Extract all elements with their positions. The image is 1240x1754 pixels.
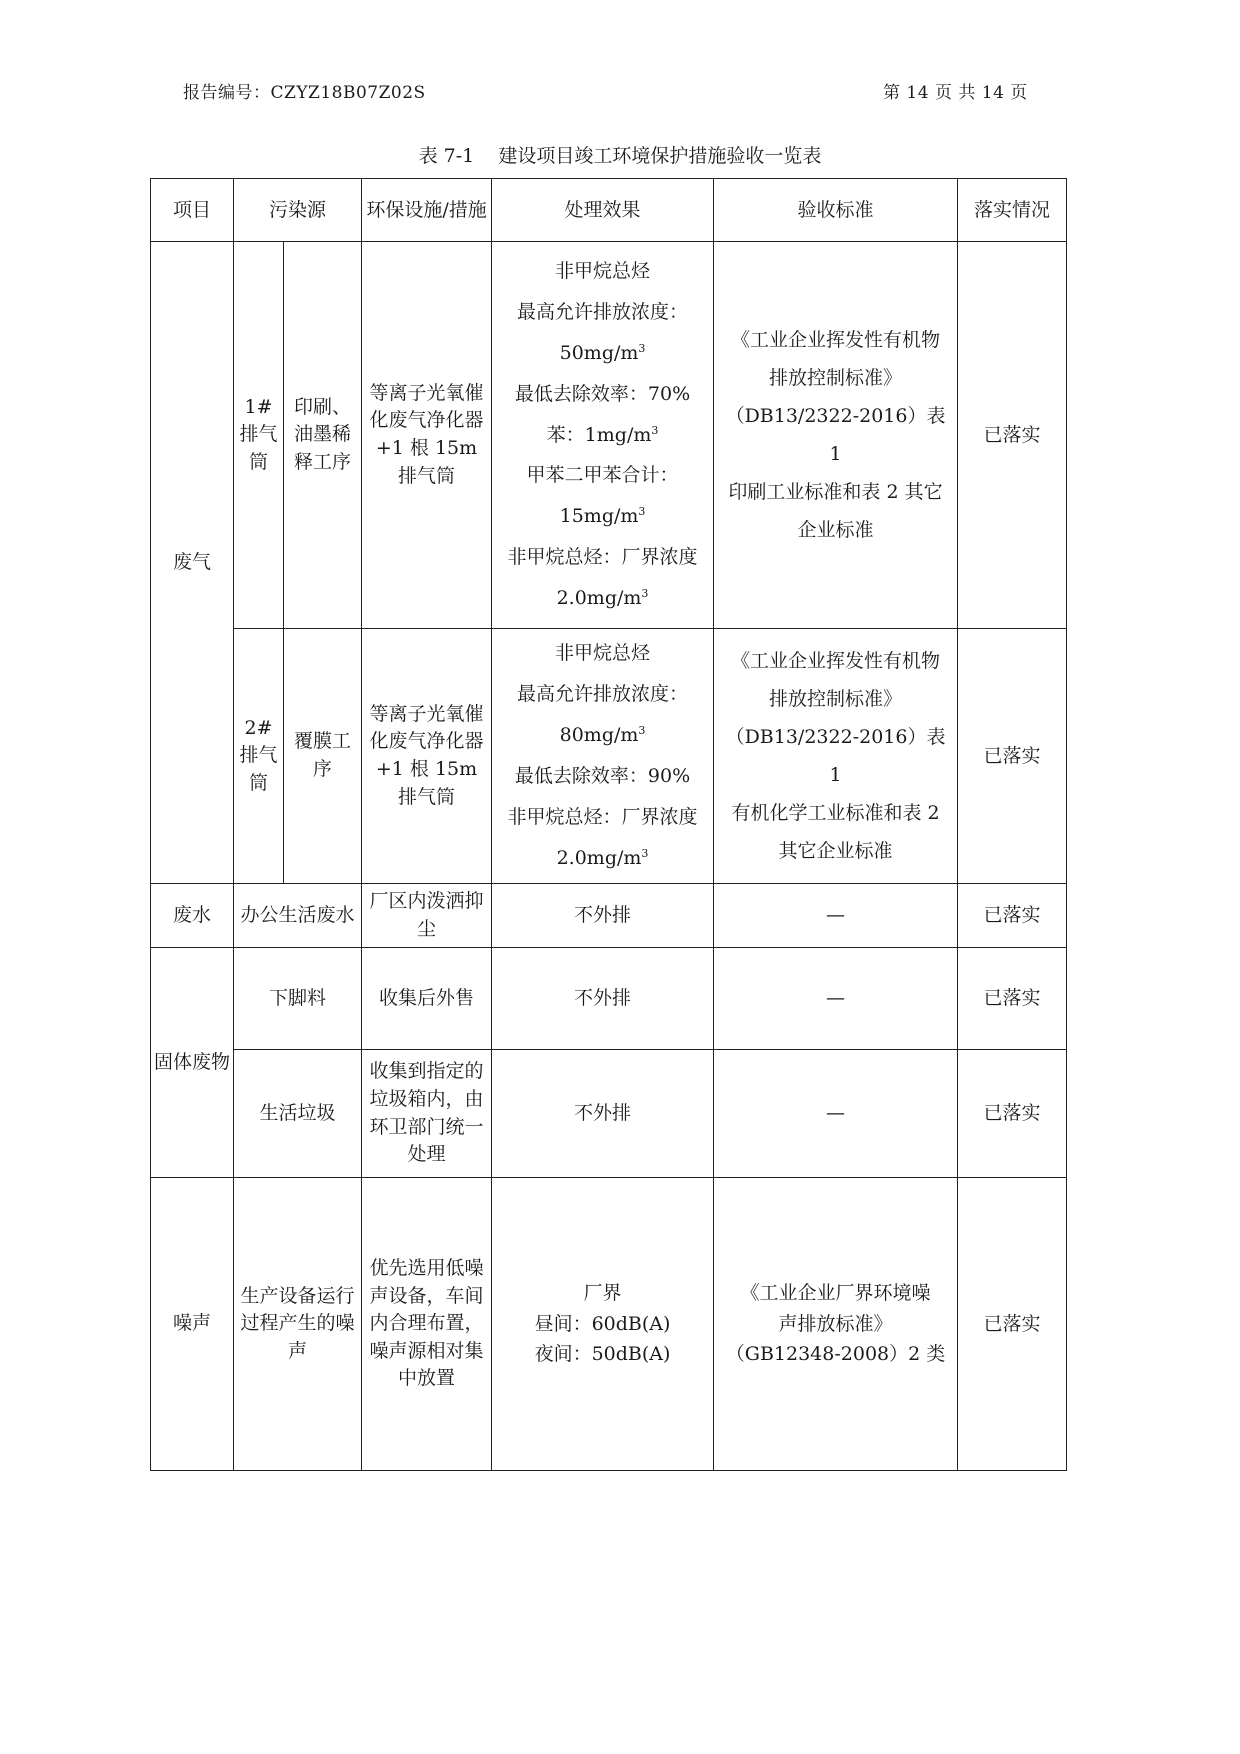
standard-cell: — (714, 948, 958, 1050)
table-row (151, 884, 1067, 948)
table-title: 建设项目竣工环境保护措施验收一览表 (498, 145, 822, 167)
table-number: 表 7-1 (418, 145, 475, 167)
source-cell: 生产设备运行过程产生的噪声 (234, 1178, 362, 1471)
col-header: 环保设施/措施 (362, 179, 492, 242)
effect-line: 2.0mg/m (556, 846, 642, 869)
status-cell: 已落实 (958, 884, 1067, 948)
effect-line: 50mg/m (559, 341, 639, 364)
facility-cell: 收集到指定的垃圾箱内，由环卫部门统一处理 (362, 1050, 492, 1178)
standard-line: 其它企业标准 (778, 840, 893, 862)
facility-cell: 等离子光氧催化废气净化器+1 根 15m 排气筒 (362, 629, 492, 884)
unit-superscript: 3 (641, 846, 649, 860)
status-cell: 已落实 (958, 629, 1067, 884)
standard-line: 《工业企业厂界环境噪 (740, 1282, 931, 1305)
standard-line: 企业标准 (797, 519, 874, 541)
table-row (151, 242, 1067, 629)
category-cell: 噪声 (151, 1178, 234, 1471)
unit-superscript: 3 (641, 586, 649, 600)
unit-superscript: 3 (651, 423, 659, 437)
source-cell: 下脚料 (234, 948, 362, 1050)
source-cell: 办公生活废水 (234, 884, 362, 948)
status-cell: 已落实 (958, 1050, 1067, 1178)
standard-line: 《工业企业挥发性有机物 (731, 329, 941, 351)
effect-line: 最低去除效率：90% (514, 765, 691, 787)
status-cell: 已落实 (958, 242, 1067, 629)
effect-line: 非甲烷总烃：厂界浓度 (507, 546, 698, 569)
category-cell: 固体废物 (151, 948, 234, 1178)
standard-line: 有机化学工业标准和表 2 (731, 802, 940, 824)
facility-cell: 优先选用低噪声设备，车间内合理布置，噪声源相对集中放置 (362, 1178, 492, 1471)
col-header: 验收标准 (714, 179, 958, 242)
table-row (151, 948, 1067, 1050)
source-cell: 印刷、油墨稀释工序 (284, 242, 362, 629)
effect-line: 非甲烷总烃：厂界浓度 (507, 805, 698, 828)
effect-line: 15mg/m (559, 505, 639, 528)
unit-superscript: 3 (638, 505, 646, 519)
standard-line: 排放控制标准》 (769, 688, 903, 710)
standard-cell (714, 1178, 958, 1471)
col-header: 落实情况 (958, 179, 1067, 242)
standard-cell: — (714, 1050, 958, 1178)
standard-line: 声排放标准》 (778, 1312, 893, 1335)
report-number: 报告编号：CZYZ18B07Z02S (183, 83, 426, 103)
status-cell: 已落实 (958, 1178, 1067, 1471)
effect-line: 80mg/m (559, 724, 639, 747)
effect-cell (492, 1178, 714, 1471)
stack-cell: 2#排气筒 (234, 629, 284, 884)
effect-line: 甲苯二甲苯合计： (526, 464, 679, 487)
standard-line: （DB13/2322-2016）表 1 (725, 726, 946, 786)
table-row (151, 1178, 1067, 1471)
facility-cell: 收集后外售 (362, 948, 492, 1050)
table-header-row (151, 179, 1067, 242)
table-row (151, 629, 1067, 884)
effect-line: 厂界 (583, 1282, 622, 1305)
effect-cell (492, 242, 714, 629)
effect-line: 2.0mg/m (556, 586, 642, 609)
unit-superscript: 3 (638, 341, 646, 355)
standard-line: 《工业企业挥发性有机物 (731, 650, 941, 672)
effect-line: 最高允许排放浓度： (517, 683, 689, 706)
table-row (151, 1050, 1067, 1178)
effect-cell (492, 629, 714, 884)
effect-line: 非甲烷总烃 (555, 642, 651, 665)
effect-cell: 不外排 (492, 884, 714, 948)
effect-line: 最低去除效率：70% (514, 382, 691, 405)
col-header: 污染源 (234, 179, 362, 242)
standard-cell (714, 629, 958, 884)
effect-cell: 不外排 (492, 948, 714, 1050)
standard-cell (714, 242, 958, 629)
category-cell: 废水 (151, 884, 234, 948)
effect-cell: 不外排 (492, 1050, 714, 1178)
page-number: 第 14 页 共 14 页 (883, 83, 1028, 103)
standard-line: 排放控制标准》 (769, 367, 903, 389)
effect-line: 苯：1mg/m (546, 423, 652, 446)
standard-line: （GB12348-2008）2 类 (725, 1343, 946, 1366)
source-cell: 覆膜工序 (284, 629, 362, 884)
col-header: 项目 (151, 179, 234, 242)
effect-line: 非甲烷总烃 (555, 260, 651, 283)
status-cell: 已落实 (958, 948, 1067, 1050)
source-cell: 生活垃圾 (234, 1050, 362, 1178)
facility-cell: 厂区内泼洒抑尘 (362, 884, 492, 948)
col-header: 处理效果 (492, 179, 714, 242)
category-cell: 废气 (151, 242, 234, 884)
effect-line: 夜间：50dB(A) (534, 1343, 671, 1366)
effect-line: 最高允许排放浓度： (517, 301, 689, 324)
table-caption (0, 141, 1240, 168)
effect-line: 昼间：60dB(A) (534, 1312, 671, 1335)
standard-line: （DB13/2322-2016）表 1 (725, 405, 946, 465)
stack-cell: 1#排气筒 (234, 242, 284, 629)
acceptance-table (150, 178, 1067, 1471)
standard-line: 印刷工业标准和表 2 其它 (728, 481, 943, 503)
standard-cell: — (714, 884, 958, 948)
unit-superscript: 3 (638, 724, 646, 738)
facility-cell: 等离子光氧催化废气净化器+1 根 15m 排气筒 (362, 242, 492, 629)
